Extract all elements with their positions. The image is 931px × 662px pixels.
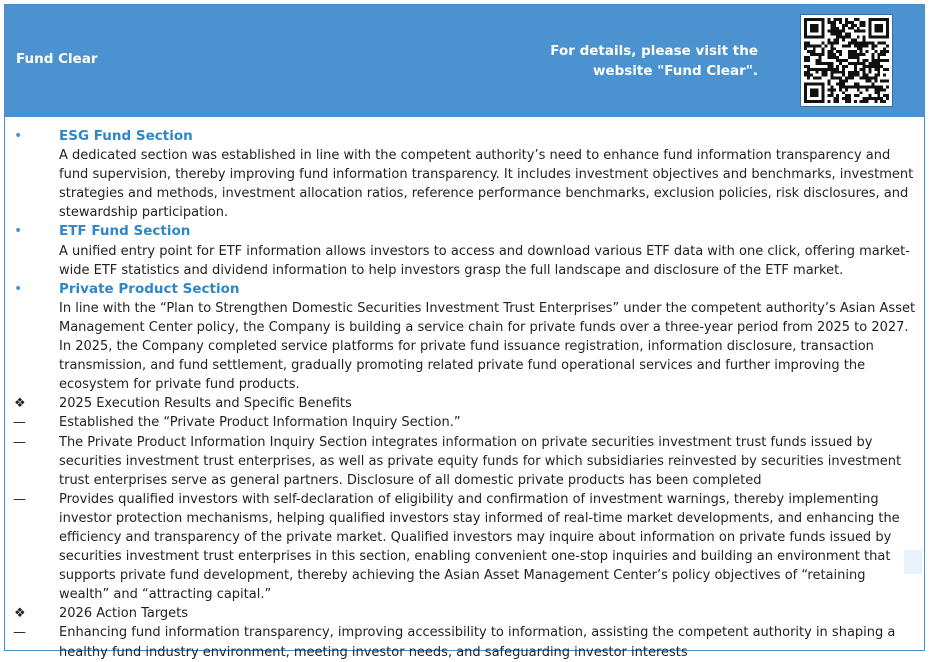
dash-icon: — xyxy=(13,625,26,641)
targets-title-row xyxy=(5,604,924,623)
results-title: 2025 Execution Results and Specific Benefits xyxy=(59,396,352,412)
dash-icon: — xyxy=(13,491,26,507)
qr-code-icon[interactable] xyxy=(800,14,893,107)
list-item-text: Established the “Private Product Information Inquiry Section.” xyxy=(59,415,461,431)
list-item-text: Enhancing fund information transparency, improving accessibility to information, assisting the competent authority in shaping a healthy fund industry environment, meeting investor needs, and safeguarding investor interests xyxy=(59,625,896,660)
results-title-row xyxy=(5,394,924,413)
panel-header xyxy=(5,5,924,117)
bullet-icon: • xyxy=(14,128,23,144)
list-item xyxy=(5,623,924,661)
list-item-text: The Private Product Information Inquiry Section integrates information on private securities investment trust funds issued by securities investment trust enterprises, as well as private equity funds for which subsidiaries reinvested by securities investment trust enterprises serve as general partners. Disclosure of all domestic private products has been completed xyxy=(59,434,902,488)
list-item-text: Provides qualified investors with self-declaration of eligibility and confirmation of investment warnings, thereby implementing investor protection mechanisms, helping qualified investors stay informed of real-time market developments, and enhancing the efficiency and transparency of the private market. Qualified investors may inquire about information on private funds issued by securities investment trust enterprises in this section, enabling convenient one-stop inquiries and building an environment that supports private fund development, thereby achieving the Asian Asset Management Center’s policy objectives of “retaining wealth” and “attracting capital.” xyxy=(59,491,900,603)
content-list xyxy=(5,127,924,662)
list-item xyxy=(5,490,924,605)
dash-icon: — xyxy=(13,415,26,431)
section-heading: ETF Fund Section xyxy=(59,223,191,240)
diamond-bullet-icon: ❖ xyxy=(14,396,26,412)
list-item xyxy=(5,433,924,490)
list-item xyxy=(5,413,924,432)
website-note-line-1: For details, please visit the xyxy=(550,43,758,59)
section-heading: Private Product Section xyxy=(59,280,240,297)
panel-title: Fund Clear xyxy=(16,51,98,67)
scroll-edge-marker xyxy=(904,550,922,574)
qr-code-graphic xyxy=(804,18,889,103)
bullet-icon: • xyxy=(14,280,23,297)
section-esg xyxy=(5,127,924,222)
fund-clear-panel xyxy=(4,4,925,660)
section-text: In line with the “Plan to Strengthen Domestic Securities Investment Trust Enterprises” under the competent authority’s Asian Asset Management Center policy, the Company is building a service chain for private funds over a three-year period from 2025 to 2027. In 2025, the Company completed service platforms for private fund issuance registration, information disclosure, transaction transmission, and fund settlement, gradually promoting related private fund operational services and further improving the ecosystem for private fund products. xyxy=(59,300,916,393)
section-etf xyxy=(5,222,924,279)
website-note-line-2: website "Fund Clear". xyxy=(592,62,758,79)
section-text: A dedicated section was established in line with the competent authority’s need to enhance fund information transparency and fund supervision, thereby improving fund information transparency. It includes investment objectives and benchmarks, investment strategies and methods, investment allocation ratios, reference performance benchmarks, exclusion policies, risk disclosures, and stewardship participation. xyxy=(59,148,914,221)
section-private-product xyxy=(5,280,924,395)
bullet-icon: • xyxy=(14,223,23,240)
section-heading: ESG Fund Section xyxy=(59,128,193,144)
website-note xyxy=(550,42,758,81)
targets-title: 2026 Action Targets xyxy=(59,606,189,622)
diamond-bullet-icon: ❖ xyxy=(14,606,26,622)
dash-icon: — xyxy=(13,434,26,450)
section-text: A unified entry point for ETF information allows investors to access and download various ETF data with one click, offering market-wide ETF statistics and dividend information to help investors grasp the full landscape and disclosure of the ETF market. xyxy=(59,243,910,278)
